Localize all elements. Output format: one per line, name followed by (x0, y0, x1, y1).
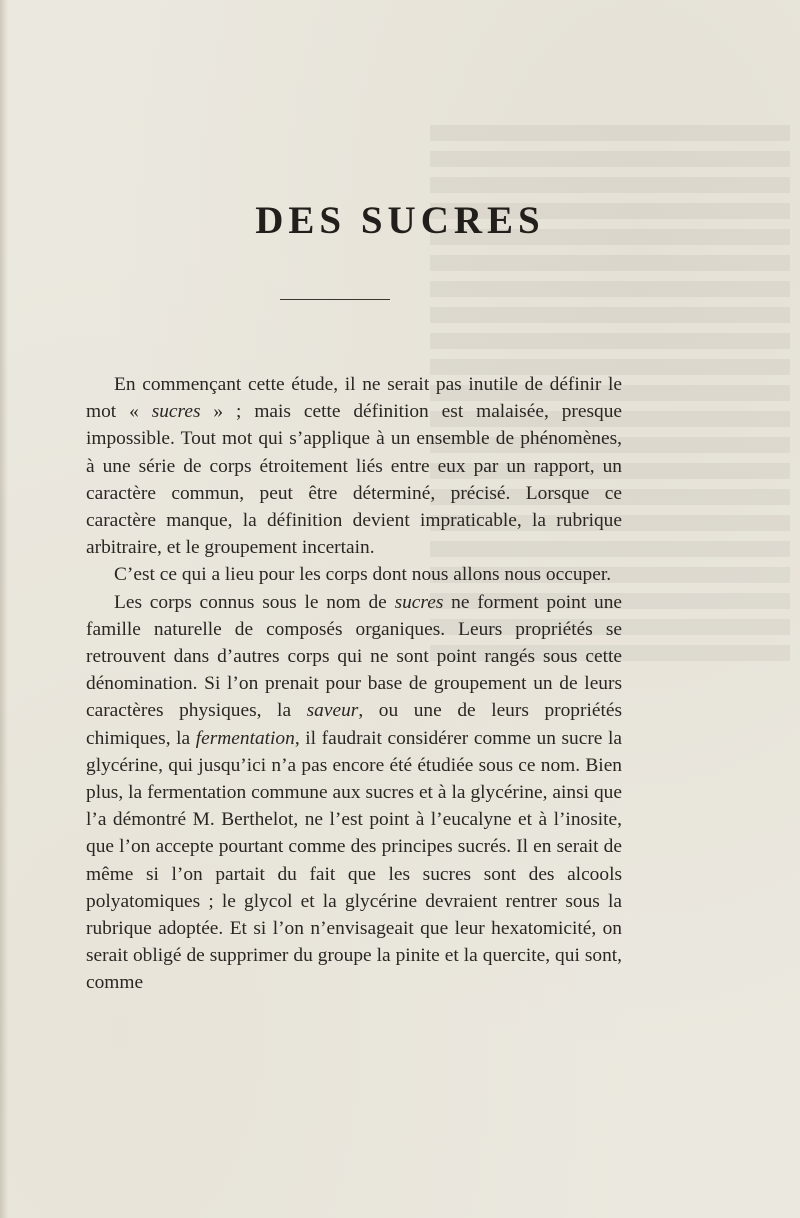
text-run: En commençant cette étude, il ne serait pas inutile de définir le mot « (86, 374, 622, 423)
paragraph (86, 561, 622, 588)
italic-term: sucres (151, 401, 201, 423)
chapter-title: DES SUCRES (255, 199, 545, 242)
paragraph (86, 589, 622, 997)
text-run: , il faudrait considérer comme un sucre la glycérine, qui jusqu’ici n’a pas encore été étudiée sous ce nom. Bien plus, la fermentation commune aux sucres et à la glycérine, ainsi que l’a démontré M. Berthelot, ne l’est point à l’eucalyne et à l’inosite, que l’on accepte pourtant comme des principes sucrés. Il en serait de même si l’on partait du fait que les sucres sont des alcools polyatomiques ; le glycol et la glycérine devraient rentrer sous la rubrique adoptée. Et si l’on n’envisageait que leur hexatomicité, on serait obligé de supprimer du groupe la pinite et la quercite, qui sont, comme (86, 727, 622, 994)
text-run: C’est ce qui a lieu pour les corps dont nous allons nous occuper. (114, 564, 612, 586)
text-run: ne forment point une famille naturelle de composés organiques. Leurs propriétés se retrouvent dans d’autres corps qui ne sont point rangés sous cette dénomination. Si l’on prenait pour base de groupement un de leurs caractères physiques, la (86, 591, 622, 722)
text-run: Les corps connus sous le nom de (114, 591, 395, 613)
italic-term: sucres (394, 591, 444, 613)
text-run: , ou une de leurs propriétés chimiques, la (86, 700, 622, 749)
page-edge-shadow (0, 0, 8, 1218)
title-rule (280, 299, 390, 300)
paragraph (86, 371, 622, 561)
body-text (86, 371, 622, 997)
italic-term: saveur (306, 700, 359, 722)
italic-term: fermentation (195, 727, 295, 749)
text-run: » ; mais cette définition est malaisée, presque impossible. Tout mot qui s’applique à un ensemble de phénomènes, à une série de corps étroitement liés entre eux par un rapport, un caractère commun, peut être déterminé, précisé. Lorsque ce caractère manque, la définition devient impraticable, la rubrique arbitraire, et le groupement incertain. (86, 401, 622, 559)
